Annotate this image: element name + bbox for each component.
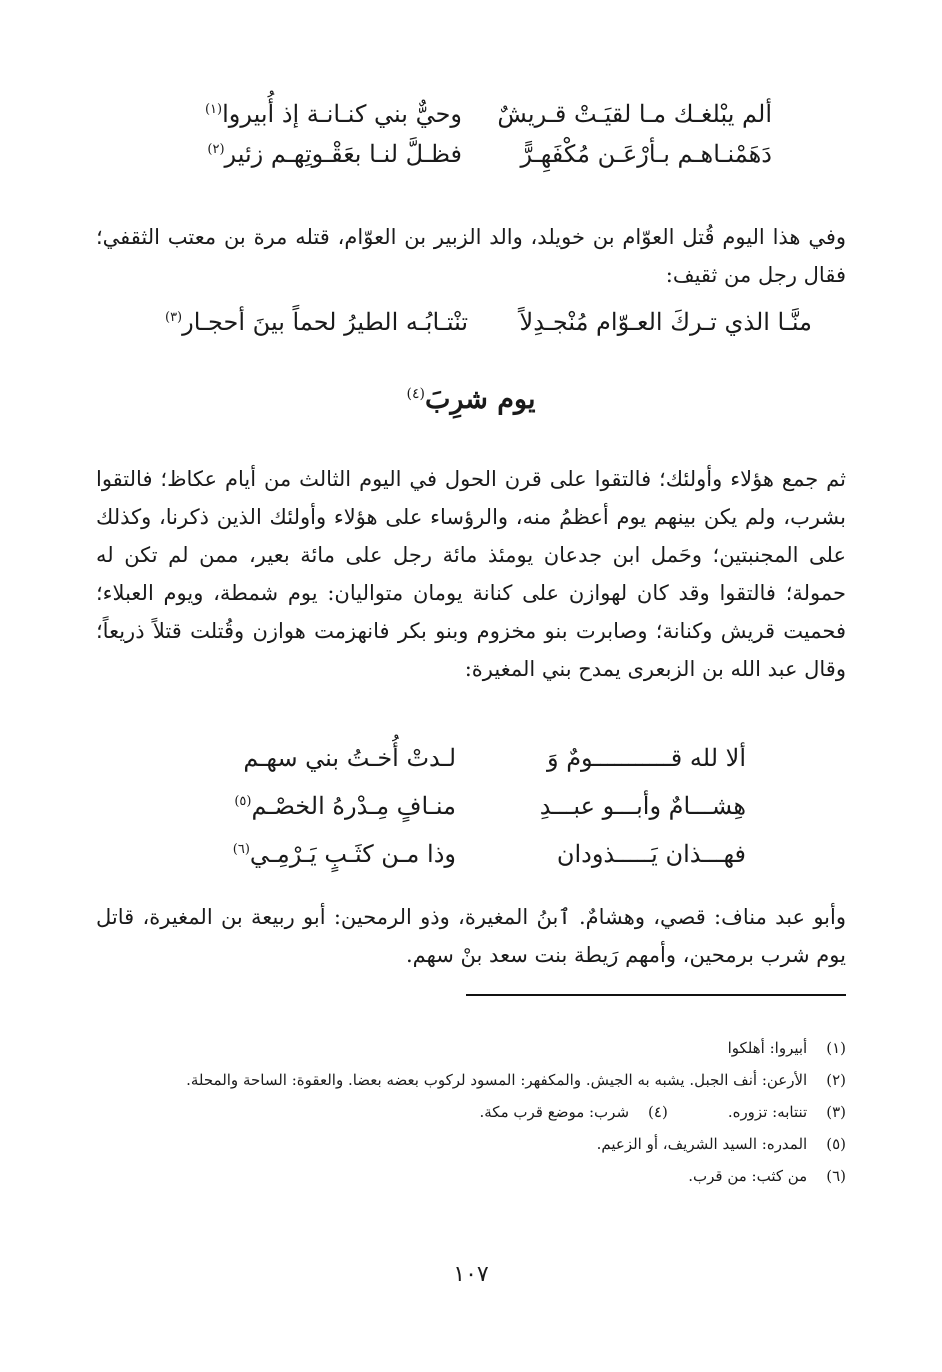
paragraph-notes: وأبو عبد مناف: قصي، وهشامٌ. ٱبنُ المغيرة، وذو الرمحين: أبو ربيعة بن المغيرة، قاتل يوم شرب برمحين، وأمهم رَيطة بنت سعد بنْ سهم.	[96, 905, 846, 967]
page-number: ١٠٧	[453, 1262, 489, 1287]
footnote-ref: (٣)	[164, 310, 183, 325]
verse-line	[172, 140, 772, 180]
footnote-text: الأرعن: أنف الجبل. يشبه به الجيش. والمكفهر: المسود لركوب بعضه بعضا. والعقوة: الساحة والمحلة.	[186, 1071, 808, 1089]
poem-ibn-zibara	[196, 744, 746, 880]
footnote-number: (٦)	[826, 1167, 846, 1185]
footnote-text: أبيروا: أهلكوا	[727, 1039, 808, 1057]
footnote-text: شرب: موضع قرب مكة.	[479, 1103, 630, 1121]
paragraph-battle: ثم جمع هؤلاء وأولئك؛ فالتقوا على قرن الحول في اليوم الثالث من أيام عكاظ؛ فالتقوا بشرب، ولم يكن بينهم يوم أعظمُ منه، والرؤساء على هؤلاء وأولئك الذين ذكرنا، وكذلك على المجنبتين؛ وحَمل ابن جدعان يومئذ مائة رجل على مائة بعير، ممن لم تكن له حمولة؛ فالتقوا وقد كان لهوازن على كنانة يومان متواليان: يوم شمطة، ويوم العبلاء؛ فحميت قريش وكنانة؛ وصابرت بنو مخزوم وبنو بكر فانهزمت هوازن وقُتلت قتلاً ذريعاً؛ وقال عبد الله بن الزبعرى يمدح بني المغيرة:	[96, 467, 846, 681]
paragraph-intro: وفي هذا اليوم قُتل العوّام بن خويلد، والد الزبير بن العوّام، قتله مرة بن معتب الثقفي؛ فقال رجل من ثقيف:	[96, 225, 846, 287]
section-heading	[0, 384, 942, 415]
footnote-number: (١)	[826, 1039, 846, 1057]
footnote-ref: (٢)	[207, 142, 225, 157]
verse-text: وذا مـن كثَـبٍ يَـرْمِـي	[249, 840, 456, 868]
verse-text: فظـلَّ لنـا بعَقْـوتِهـم زئير	[224, 140, 462, 168]
footnote-2	[96, 1064, 846, 1096]
verse-first-hemistich: هِشـــامٌ وأبـــو عبـــدِ	[539, 792, 746, 820]
verse-first-hemistich: ألم يبْلغـك مـا لقيَـتْ قـريشٌ	[497, 100, 772, 128]
verse-second-hemistich	[172, 100, 462, 128]
verse-text: وحيٌّ بني كنـانـة إذ أُبيروا	[222, 100, 462, 128]
footnote-ref: (٤)	[406, 386, 425, 402]
footnote-number: (٤)	[648, 1103, 668, 1121]
poem-opening	[172, 100, 772, 180]
verse-text: منـافٍ مِـدْرهُ الخصْـم	[251, 792, 456, 820]
verse-line	[148, 308, 812, 348]
verse-second-hemistich	[196, 840, 456, 868]
verse-first-hemistich: فهـــذان يَـــــذودان	[556, 840, 746, 868]
verse-line	[196, 792, 746, 832]
footnote-5	[96, 1128, 846, 1160]
verse-text: تنْتـابُـه الطيرُ لحماً بينَ أحجـار	[182, 308, 468, 336]
verse-second-hemistich	[196, 744, 456, 772]
footnote-number: (٥)	[826, 1135, 846, 1153]
footnote-text: من كثب: من قرب.	[688, 1167, 808, 1185]
verse-line	[172, 100, 772, 140]
verse-first-hemistich: دَهَمْنـاهـم بـأرْعَـن مُكْفَهِـرًّ	[520, 140, 772, 168]
footnote-number: (٢)	[826, 1071, 846, 1089]
footnote-divider	[466, 994, 846, 996]
footnote-3	[728, 1096, 846, 1128]
footnote-1	[96, 1032, 846, 1064]
verse-line	[196, 840, 746, 880]
heading-title: يوم شرِبَ	[424, 384, 536, 415]
footnote-6	[96, 1160, 846, 1192]
footnote-row	[96, 1096, 846, 1128]
verse-second-hemistich	[172, 140, 462, 168]
footnote-text: تنتابه: تزوره.	[727, 1103, 808, 1121]
footnotes	[96, 1032, 846, 1192]
verse-text: لـدتْ أُخـتُ بني سهـم	[243, 744, 456, 772]
verse-line	[196, 744, 746, 784]
verse-second-hemistich	[148, 308, 468, 336]
footnote-ref: (٥)	[234, 794, 252, 809]
footnote-text: المدره: السيد الشريف، أو الزعيم.	[596, 1135, 808, 1153]
footnote-ref: (٦)	[232, 842, 250, 857]
verse-first-hemistich: منَّـا الذي تـركَ العـوّام مُنْجـدِلاً	[519, 308, 812, 336]
footnote-4	[480, 1096, 668, 1128]
footnote-ref: (١)	[204, 102, 223, 117]
verse-second-hemistich	[196, 792, 456, 820]
footnote-number: (٣)	[826, 1103, 846, 1121]
poem-thaqif	[148, 308, 812, 348]
verse-first-hemistich: ألا لله قـــــــــــومٌ وَ	[546, 744, 746, 772]
